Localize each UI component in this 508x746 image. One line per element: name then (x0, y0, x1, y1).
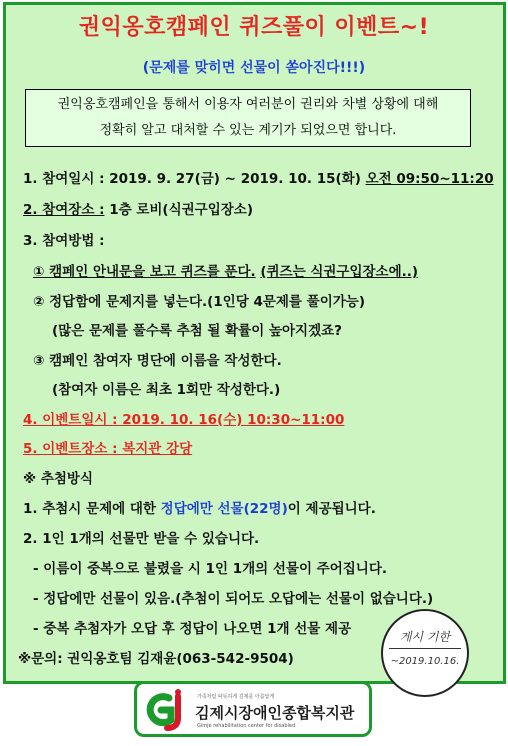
poster-title: 권익옹호캠페인 퀴즈풀이 이벤트~! (78, 15, 430, 40)
posting-stamp (381, 609, 469, 697)
draw-heading: ※ 추첨방식 (23, 471, 93, 487)
date-value: 2019. 9. 27(금) ~ 2019. 10. 15(화) (109, 171, 361, 187)
draw-note-2: - 정답에만 선물이 있음.(추첨이 되어도 오답에는 선물이 없습니다.) (33, 591, 434, 607)
intro-line-2: 정확히 알고 대처할 수 있는 계기가 되었으면 합니다. (99, 123, 397, 138)
draw-rule-1-start: 1. 추첨시 문제에 대한 (23, 501, 156, 517)
draw-rule-1-highlight: 정답에만 선물(22명) (160, 501, 288, 517)
poster-subtitle: (문제를 맞히면 선물이 쏟아진다!!!) (142, 60, 366, 76)
logo-tagline: 가족처럼 따뜻하게 김제를 아름답게 (197, 694, 275, 700)
step-1-row (33, 260, 418, 280)
event-date: 4. 이벤트일시 : 2019. 10. 16(수) 10:30~11:00 (23, 412, 345, 428)
intro-box (25, 89, 471, 147)
stamp-date: ~2019.10.16. (390, 656, 460, 667)
step-1-note: (퀴즈는 식권구입장소에..) (260, 264, 419, 280)
organization-logo (134, 681, 372, 737)
contact-info: ※문의: 권익옹호팀 김재윤(063-542-9504) (18, 651, 294, 667)
gj-logo-icon (143, 688, 187, 732)
intro-line-1: 권익옹호캠페인을 통해서 이용자 여러분이 권리와 차별 상황에 대해 (57, 97, 439, 112)
event-place: 5. 이벤트장소 : 복지관 강당 (23, 441, 193, 457)
date-label: 1. 참여일시 : (23, 171, 105, 187)
date-row (23, 167, 494, 187)
step-3-note: (참여자 이름은 최초 1회만 작성한다.) (52, 382, 281, 398)
logo-name: 김제시장애인종합복지관 (195, 704, 355, 722)
step-3: ③ 캠페인 참여자 명단에 이름을 작성한다. (33, 353, 282, 369)
draw-rule-2: 2. 1인 1개의 선물만 받을 수 있습니다. (23, 531, 260, 547)
place-label: 2. 참여장소 : (23, 202, 105, 218)
stamp-label: 게시 기한 (399, 630, 451, 644)
step-2-note: (많은 문제를 풀수록 추첨 될 확률이 높아지겠죠? (52, 323, 342, 339)
place-value: 1층 로비(식권구입장소) (109, 202, 253, 218)
draw-note-3: - 중복 추첨자가 오답 후 정답이 나오면 1개 선물 제공 (33, 621, 352, 637)
place-row (23, 198, 253, 218)
time-value: 오전 09:50~11:20 (365, 171, 494, 187)
draw-rule-1 (23, 497, 376, 517)
draw-note-1: - 이름이 중복으로 불렸을 시 1인 1개의 선물이 주어집니다. (33, 561, 388, 577)
step-1: ① 캠페인 안내문을 보고 퀴즈를 푼다. (33, 264, 256, 280)
stamp-divider (389, 648, 461, 649)
draw-rule-1-end: 이 제공됩니다. (287, 501, 376, 517)
logo-english: Gimje rehabilitation center for disabled (197, 723, 296, 729)
method-label: 3. 참여방법 : (23, 233, 105, 249)
step-2: ② 정답함에 문제지를 넣는다.(1인당 4문제를 풀이가능) (33, 294, 366, 310)
